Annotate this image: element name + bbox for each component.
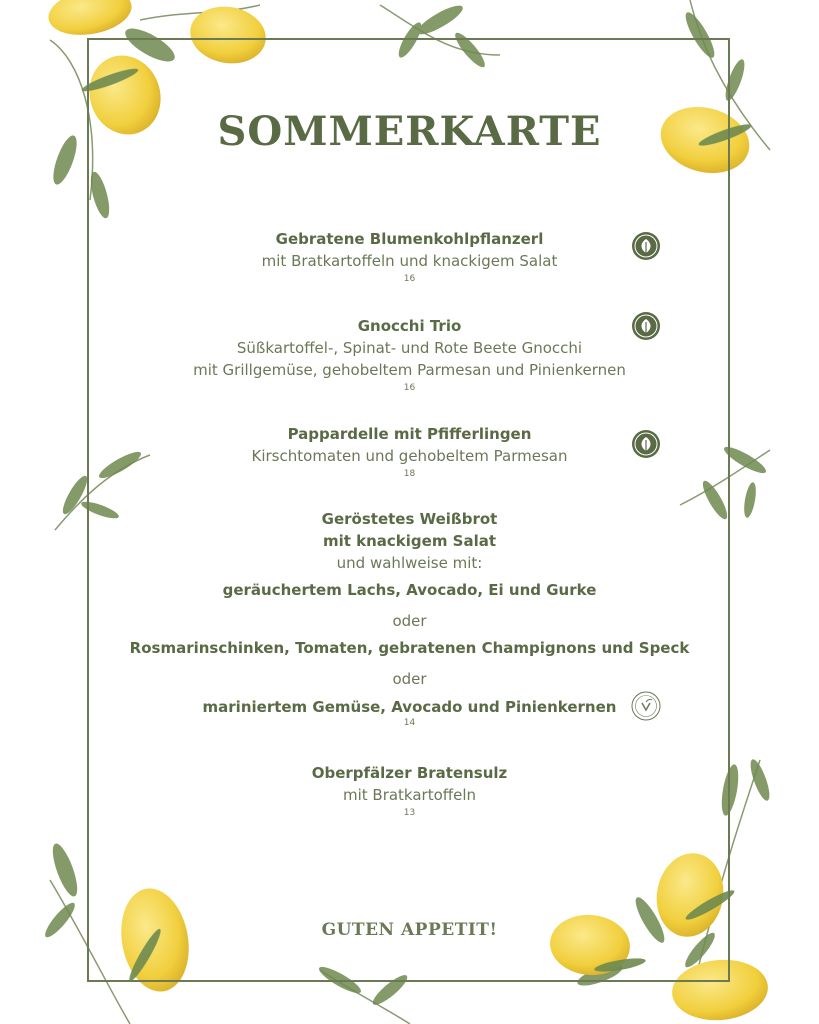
dish-name: Gebratene Blumenkohlpflanzerl xyxy=(275,230,544,248)
dish-name: Geröstetes Weißbrot xyxy=(321,510,498,528)
dish-name: Gnocchi Trio xyxy=(357,317,462,335)
option-text: geräuchertem Lachs, Avocado, Ei und Gurke xyxy=(222,581,597,599)
dish-name-sub: mit knackigem Salat xyxy=(322,532,497,550)
dish-name: Oberpfälzer Bratensulz xyxy=(311,764,508,782)
dish-price: 13 xyxy=(403,808,416,818)
closing-text: GUTEN APPETIT! xyxy=(321,920,498,940)
vegetarian-icon xyxy=(631,429,661,459)
menu-item xyxy=(100,762,719,820)
dish-price: 14 xyxy=(403,718,416,728)
option-text: mariniertem Gemüse, Avocado und Pinienkernen xyxy=(202,698,617,716)
dish-description: mit Grillgemüse, gehobeltem Parmesan und Pinienkernen xyxy=(193,361,626,379)
dish-price: 16 xyxy=(403,383,416,393)
dish-description: mit Bratkartoffeln xyxy=(342,786,477,804)
or-text: oder xyxy=(392,612,427,630)
option-text: Rosmarinschinken, Tomaten, gebratenen Champignons und Speck xyxy=(129,639,690,657)
menu-item xyxy=(100,423,719,481)
menu-item xyxy=(100,508,719,574)
or-text: oder xyxy=(392,670,427,688)
dish-description: Süßkartoffel-, Spinat- und Rote Beete Gnocchi xyxy=(236,339,583,357)
menu-or xyxy=(100,611,719,630)
vegan-icon xyxy=(631,691,661,721)
dish-price: 18 xyxy=(403,469,416,479)
menu-or xyxy=(100,669,719,688)
menu-option xyxy=(100,638,719,657)
vegetarian-icon xyxy=(631,311,661,341)
dish-name: Pappardelle mit Pfifferlingen xyxy=(287,425,532,443)
dish-price: 16 xyxy=(403,274,416,284)
menu-option xyxy=(100,580,719,599)
menu-item xyxy=(100,315,719,395)
menu-title: SOMMERKARTE xyxy=(217,108,602,155)
dish-description: mit Bratkartoffeln und knackigem Salat xyxy=(261,252,558,270)
dish-description: Kirschtomaten und gehobeltem Parmesan xyxy=(251,447,568,465)
menu-item xyxy=(100,228,719,286)
dish-description: und wahlweise mit: xyxy=(336,554,483,572)
menu-option xyxy=(100,697,719,730)
vegetarian-icon xyxy=(631,231,661,261)
